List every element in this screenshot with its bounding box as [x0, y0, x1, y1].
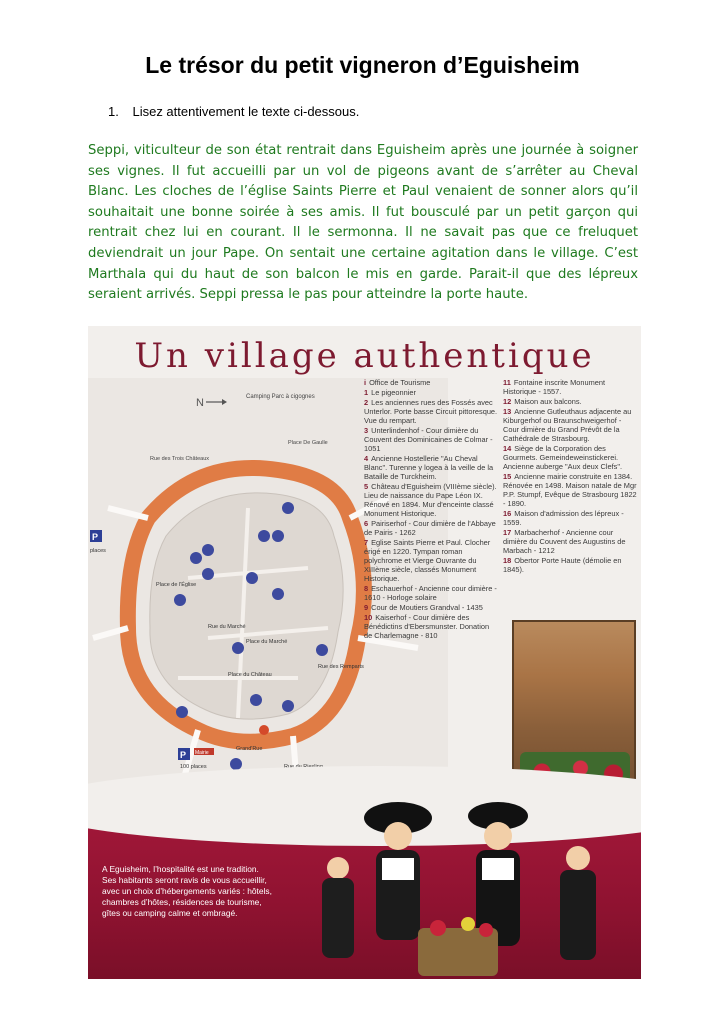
legend-entry [364, 398, 498, 425]
legend-text: Marbacherhof - Ancienne cour dimière du Couvent des Augustins de Marbach - 1212 [503, 528, 626, 555]
legend-entry [364, 613, 498, 640]
place-label: Place De Gaulle [288, 440, 328, 446]
map-marker-3 [282, 700, 294, 712]
legend-text: Cour de Moutiers Grandval - 1435 [371, 603, 483, 612]
legend-text: Ancienne mairie construite en 1384. Rénovée en 1498. Maison natale de Mgr P.P. Stumpf, Evêque de Strasbourg 1822 - 1890. [503, 472, 637, 508]
child-blouse [382, 858, 414, 880]
legend-entry [364, 603, 498, 612]
legend-text: Ancienne Hostellerie "Au Cheval Blanc". Turenne y logea à la veille de la Bataille de Turckheim. [364, 454, 494, 481]
flower-icon [479, 923, 493, 937]
legend-entry [364, 538, 498, 583]
map-marker-15 [246, 572, 258, 584]
child-face [566, 846, 590, 870]
legend-entry [364, 426, 498, 453]
legend-entry [364, 378, 498, 387]
place-label: Place du Marché [246, 639, 288, 645]
legend-text: Maison aux balcons. [514, 397, 582, 406]
legend-text: Office de Tourisme [369, 378, 431, 387]
child-dress [322, 878, 354, 958]
legend-entry [364, 584, 498, 602]
legend-number: 17 [503, 528, 512, 537]
legend-number: 15 [503, 472, 512, 481]
legend-text: Siège de la Corporation des Gourmets. Gemeindeweinstickerei. Ancienne auberge "Aux deux Clefs". [503, 444, 623, 471]
legend-text: Pairiserhof - Cour dimière de l'Abbaye de Pairis - 1262 [364, 519, 496, 537]
legend-entry [364, 482, 498, 518]
children-photo [308, 778, 608, 979]
legend-number: 8 [364, 584, 369, 593]
parking-letter: P [92, 532, 99, 542]
north-label: N [196, 397, 204, 409]
parking-letter: P [180, 750, 187, 760]
map-marker-i [259, 725, 269, 735]
brochure-image [88, 326, 641, 979]
legend-number: 9 [364, 603, 369, 612]
story-text: Seppi, viticulteur de son état rentrait dans Eguisheim après une journée à soigner ses vignes. Il fut accueilli par un vol de pigeons avant de s’arrêter au Cheval Blanc. Les cloches de l’église Saints Pierre et Paul venaient de sonner alors qu’il souhaitait une bonne soirée à ses amis. Il fut bousculé par un petit garçon qui rentrait chez lui en courant. Il le sermonna. Il ne savait pas que ce freluquet deviendrait un jour Pape. On sentait une certaine agitation dans le village. C’est Marthala qui du haut de son balcon le mis en garde. Parait-il que des lépreux seraient arrivés. Seppi pressa le pas pour atteindre la porte haute. [88, 143, 638, 303]
instruction-number: 1. [108, 104, 119, 119]
child-face [484, 822, 512, 850]
brochure-text: A Eguisheim, l’hospitalité est une tradition. Ses habitants seront ravis de vous accueillir, avec un choix d’hébergements variés : hôtels, chambres d’hôtes, résidences de tourisme, gîtes ou camping calme et ombragé. [102, 864, 272, 919]
map-marker-4 [250, 694, 262, 706]
legend-text: Les anciennes rues des Fossés avec Unterlor. Porte basse Circuit pittoresque. Vue du rempart. [364, 398, 498, 425]
street-label: Rue des Remparts [318, 664, 364, 670]
legend-number: 6 [364, 519, 369, 528]
parking-count: 100 places [180, 764, 207, 770]
child-face [327, 857, 349, 879]
street-label: Grand'Rue [236, 746, 263, 752]
legend-text: Eglise Saints Pierre et Paul. Clocher érigé en 1220. Tympan roman polychrome et Vierge Ouvrante du XIIIème siècle, classés Monument Historique. [364, 538, 491, 583]
brochure-title: Un village authentique [134, 336, 595, 376]
legend-number: 4 [364, 454, 369, 463]
page-title: Le trésor du petit vigneron d’Eguisheim [145, 52, 580, 78]
child-blouse [482, 858, 514, 880]
map-marker-5 [232, 642, 244, 654]
flower-icon [461, 917, 475, 931]
map-marker-9 [190, 552, 202, 564]
legend-number: 13 [503, 407, 512, 416]
legend-text: Unterlindenhof - Cour dimière du Couvent des Dominicaines de Colmar - 1051 [364, 426, 493, 453]
legend-column-right [503, 378, 637, 575]
child-face [384, 822, 412, 850]
legend-entry [503, 444, 637, 471]
map-marker-8 [202, 544, 214, 556]
legend-entry [503, 556, 637, 574]
legend-text: Fontaine inscrite Monument Historique - 1557. [503, 378, 606, 396]
mairie-label: Mairie [195, 750, 209, 756]
legend-number: 14 [503, 444, 512, 453]
map-marker-13 [316, 644, 328, 656]
map-marker-10 [202, 568, 214, 580]
street-label: Rue des Trois Châteaux [150, 456, 210, 462]
map-marker-16 [272, 530, 284, 542]
legend-text: Ancienne Gutleuthaus adjacente au Kiburgerhof ou Braunschweigerhof - Cour dimière du Grand Prévôt de la Cathédrale de Strasbourg. [503, 407, 632, 443]
instruction [108, 104, 359, 119]
map-marker-6 [176, 706, 188, 718]
legend-entry [503, 397, 637, 406]
parking-places: places [90, 548, 106, 554]
legend-entry [364, 388, 498, 397]
legend-number: 5 [364, 482, 369, 491]
legend-entry [503, 528, 637, 555]
legend-entry [503, 407, 637, 443]
legend-number: 18 [503, 556, 512, 565]
legend-text: Le pigeonnier [371, 388, 416, 397]
legend-text: Maison d'admission des lépreux - 1559. [503, 509, 624, 527]
flower-icon [430, 920, 446, 936]
place-label: Place du Château [228, 672, 272, 678]
legend-text: Château d'Eguisheim (VIIIème siècle). Lieu de naissance du Pape Léon IX. Rénové en 1894. Mur d'enceinte classé Monument Historique. [364, 482, 497, 518]
legend-entry [364, 519, 498, 537]
legend-number: 2 [364, 398, 369, 407]
map-marker-7 [174, 594, 186, 606]
legend-entry [364, 454, 498, 481]
camping-label: Camping Parc à cigognes [246, 394, 315, 400]
legend-number: i [364, 378, 367, 387]
instruction-text: Lisez attentivement le texte ci-dessous. [132, 104, 360, 119]
legend-column-left [364, 378, 498, 641]
map-marker-14 [272, 588, 284, 600]
legend-text: Kaiserhof - Cour dimière des Bénédictins d'Ebersmunster. Donation de Charlemagne - 810 [364, 613, 490, 640]
legend-number: 3 [364, 426, 369, 435]
child-dress [560, 870, 596, 960]
legend-number: 7 [364, 538, 369, 547]
legend-text: Obertor Porte Haute (démolie en 1845). [503, 556, 622, 574]
legend-number: 10 [364, 613, 373, 622]
legend-text: Eschauerhof - Ancienne cour dimière - 1610 - Horloge solaire [364, 584, 497, 602]
place-label: Place de l'Église [156, 582, 197, 588]
street-label: Rue du Marché [208, 624, 246, 630]
map-marker-18 [282, 502, 294, 514]
legend-number: 11 [503, 378, 511, 387]
legend-entry [503, 378, 637, 396]
legend-number: 16 [503, 509, 512, 518]
legend-number: 12 [503, 397, 512, 406]
legend-entry [503, 472, 637, 508]
map-marker-17 [258, 530, 270, 542]
legend-number: 1 [364, 388, 369, 397]
legend-entry [503, 509, 637, 527]
